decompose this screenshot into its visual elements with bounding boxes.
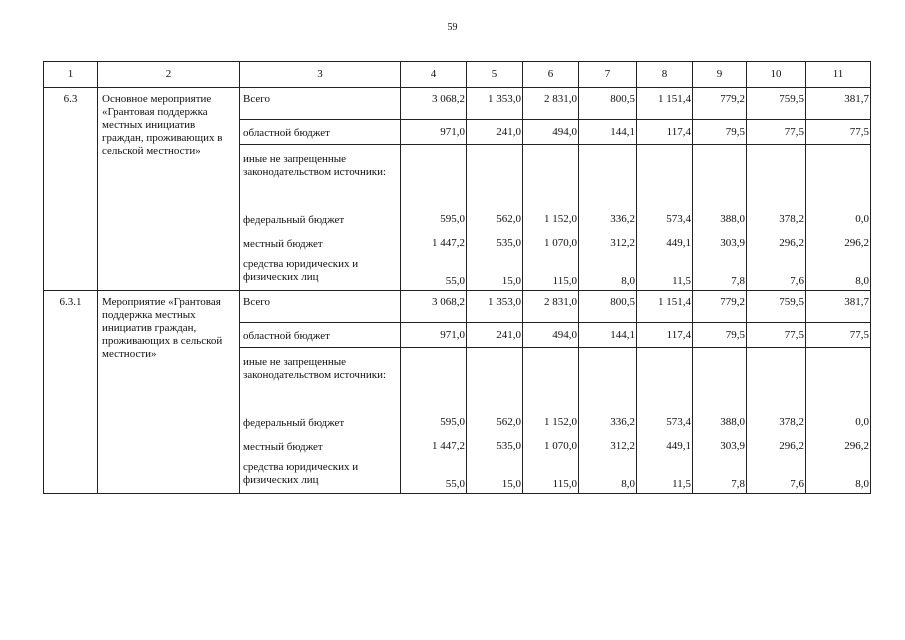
value-cell: 8,0 [806, 458, 871, 494]
value-cell: 8,0 [579, 458, 637, 494]
value-cell [806, 348, 871, 411]
value-cell: 1 353,0 [467, 88, 523, 120]
value-cell: 800,5 [579, 88, 637, 120]
table-row [44, 88, 871, 120]
item-name: Основное мероприятие «Грантовая поддержка местных инициатив граждан, проживающих в сельской местности» [98, 88, 240, 291]
header-cell: 4 [401, 62, 467, 88]
value-cell: 388,0 [693, 207, 747, 231]
value-cell: 3 068,2 [401, 291, 467, 323]
value-cell: 759,5 [747, 88, 806, 120]
value-cell [523, 145, 579, 208]
value-cell: 8,0 [806, 255, 871, 291]
header-cell: 8 [637, 62, 693, 88]
value-cell: 7,6 [747, 255, 806, 291]
value-cell: 144,1 [579, 120, 637, 145]
value-cell: 535,0 [467, 434, 523, 458]
value-cell: 296,2 [806, 434, 871, 458]
value-cell [637, 348, 693, 411]
value-cell: 971,0 [401, 120, 467, 145]
value-cell [401, 145, 467, 208]
value-cell: 2 831,0 [523, 88, 579, 120]
value-cell: 7,6 [747, 458, 806, 494]
value-cell [806, 145, 871, 208]
value-cell: 15,0 [467, 458, 523, 494]
value-cell: 573,4 [637, 410, 693, 434]
header-cell: 3 [240, 62, 401, 88]
value-cell [467, 348, 523, 411]
value-cell: 779,2 [693, 88, 747, 120]
value-cell: 144,1 [579, 323, 637, 348]
value-cell: 8,0 [579, 255, 637, 291]
value-cell [579, 145, 637, 208]
value-cell: 296,2 [747, 231, 806, 255]
value-cell: 378,2 [747, 410, 806, 434]
value-cell: 336,2 [579, 410, 637, 434]
value-cell [693, 348, 747, 411]
value-cell: 3 068,2 [401, 88, 467, 120]
value-cell: 449,1 [637, 434, 693, 458]
value-cell: 15,0 [467, 255, 523, 291]
value-cell [747, 145, 806, 208]
value-cell: 77,5 [806, 120, 871, 145]
value-cell: 562,0 [467, 410, 523, 434]
funding-source: иные не запрещенные законодательством источники: [240, 348, 401, 411]
funding-source: средства юридических и физических лиц [240, 458, 401, 494]
value-cell: 535,0 [467, 231, 523, 255]
value-cell: 0,0 [806, 410, 871, 434]
value-cell: 800,5 [579, 291, 637, 323]
value-cell: 1 070,0 [523, 231, 579, 255]
value-cell: 1 152,0 [523, 207, 579, 231]
value-cell: 971,0 [401, 323, 467, 348]
funding-source: местный бюджет [240, 231, 401, 255]
value-cell: 1 447,2 [401, 434, 467, 458]
value-cell [747, 348, 806, 411]
value-cell: 595,0 [401, 207, 467, 231]
header-row [44, 62, 871, 88]
value-cell: 117,4 [637, 120, 693, 145]
budget-table [43, 61, 871, 494]
header-cell: 5 [467, 62, 523, 88]
value-cell: 7,8 [693, 458, 747, 494]
value-cell: 1 353,0 [467, 291, 523, 323]
value-cell [523, 348, 579, 411]
item-name: Мероприятие «Грантовая поддержка местных инициатив граждан, проживающих в сельской местности» [98, 291, 240, 494]
value-cell: 0,0 [806, 207, 871, 231]
funding-source: Всего [240, 291, 401, 323]
value-cell: 312,2 [579, 231, 637, 255]
funding-source: местный бюджет [240, 434, 401, 458]
header-cell: 6 [523, 62, 579, 88]
value-cell: 241,0 [467, 120, 523, 145]
value-cell: 388,0 [693, 410, 747, 434]
value-cell: 303,9 [693, 434, 747, 458]
value-cell [579, 348, 637, 411]
funding-source: федеральный бюджет [240, 410, 401, 434]
value-cell: 55,0 [401, 255, 467, 291]
value-cell: 55,0 [401, 458, 467, 494]
page-number: 59 [447, 22, 458, 33]
value-cell: 779,2 [693, 291, 747, 323]
value-cell: 241,0 [467, 323, 523, 348]
value-cell [693, 145, 747, 208]
value-cell: 79,5 [693, 120, 747, 145]
funding-source: областной бюджет [240, 120, 401, 145]
value-cell: 562,0 [467, 207, 523, 231]
value-cell: 115,0 [523, 255, 579, 291]
header-cell: 11 [806, 62, 871, 88]
value-cell: 595,0 [401, 410, 467, 434]
table-body [44, 88, 871, 494]
value-cell: 381,7 [806, 88, 871, 120]
value-cell: 115,0 [523, 458, 579, 494]
table-row [44, 291, 871, 323]
item-number: 6.3.1 [44, 291, 98, 494]
header-cell: 10 [747, 62, 806, 88]
value-cell: 7,8 [693, 255, 747, 291]
value-cell: 312,2 [579, 434, 637, 458]
value-cell: 759,5 [747, 291, 806, 323]
value-cell: 378,2 [747, 207, 806, 231]
value-cell [467, 145, 523, 208]
funding-source: Всего [240, 88, 401, 120]
funding-source: областной бюджет [240, 323, 401, 348]
value-cell: 296,2 [806, 231, 871, 255]
value-cell: 1 070,0 [523, 434, 579, 458]
header-cell: 9 [693, 62, 747, 88]
value-cell [401, 348, 467, 411]
value-cell: 494,0 [523, 323, 579, 348]
value-cell: 494,0 [523, 120, 579, 145]
item-number: 6.3 [44, 88, 98, 291]
value-cell: 11,5 [637, 458, 693, 494]
funding-source: федеральный бюджет [240, 207, 401, 231]
value-cell: 79,5 [693, 323, 747, 348]
value-cell: 303,9 [693, 231, 747, 255]
header-cell: 1 [44, 62, 98, 88]
value-cell: 296,2 [747, 434, 806, 458]
value-cell: 381,7 [806, 291, 871, 323]
value-cell: 117,4 [637, 323, 693, 348]
header-cell: 2 [98, 62, 240, 88]
value-cell: 1 151,4 [637, 291, 693, 323]
value-cell: 449,1 [637, 231, 693, 255]
funding-source: иные не запрещенные законодательством источники: [240, 145, 401, 208]
value-cell: 1 447,2 [401, 231, 467, 255]
value-cell: 77,5 [806, 323, 871, 348]
value-cell: 573,4 [637, 207, 693, 231]
value-cell: 77,5 [747, 120, 806, 145]
value-cell: 1 151,4 [637, 88, 693, 120]
table-header [44, 62, 871, 88]
value-cell [637, 145, 693, 208]
value-cell: 1 152,0 [523, 410, 579, 434]
value-cell: 336,2 [579, 207, 637, 231]
funding-source: средства юридических и физических лиц [240, 255, 401, 291]
value-cell: 11,5 [637, 255, 693, 291]
header-cell: 7 [579, 62, 637, 88]
value-cell: 2 831,0 [523, 291, 579, 323]
value-cell: 77,5 [747, 323, 806, 348]
